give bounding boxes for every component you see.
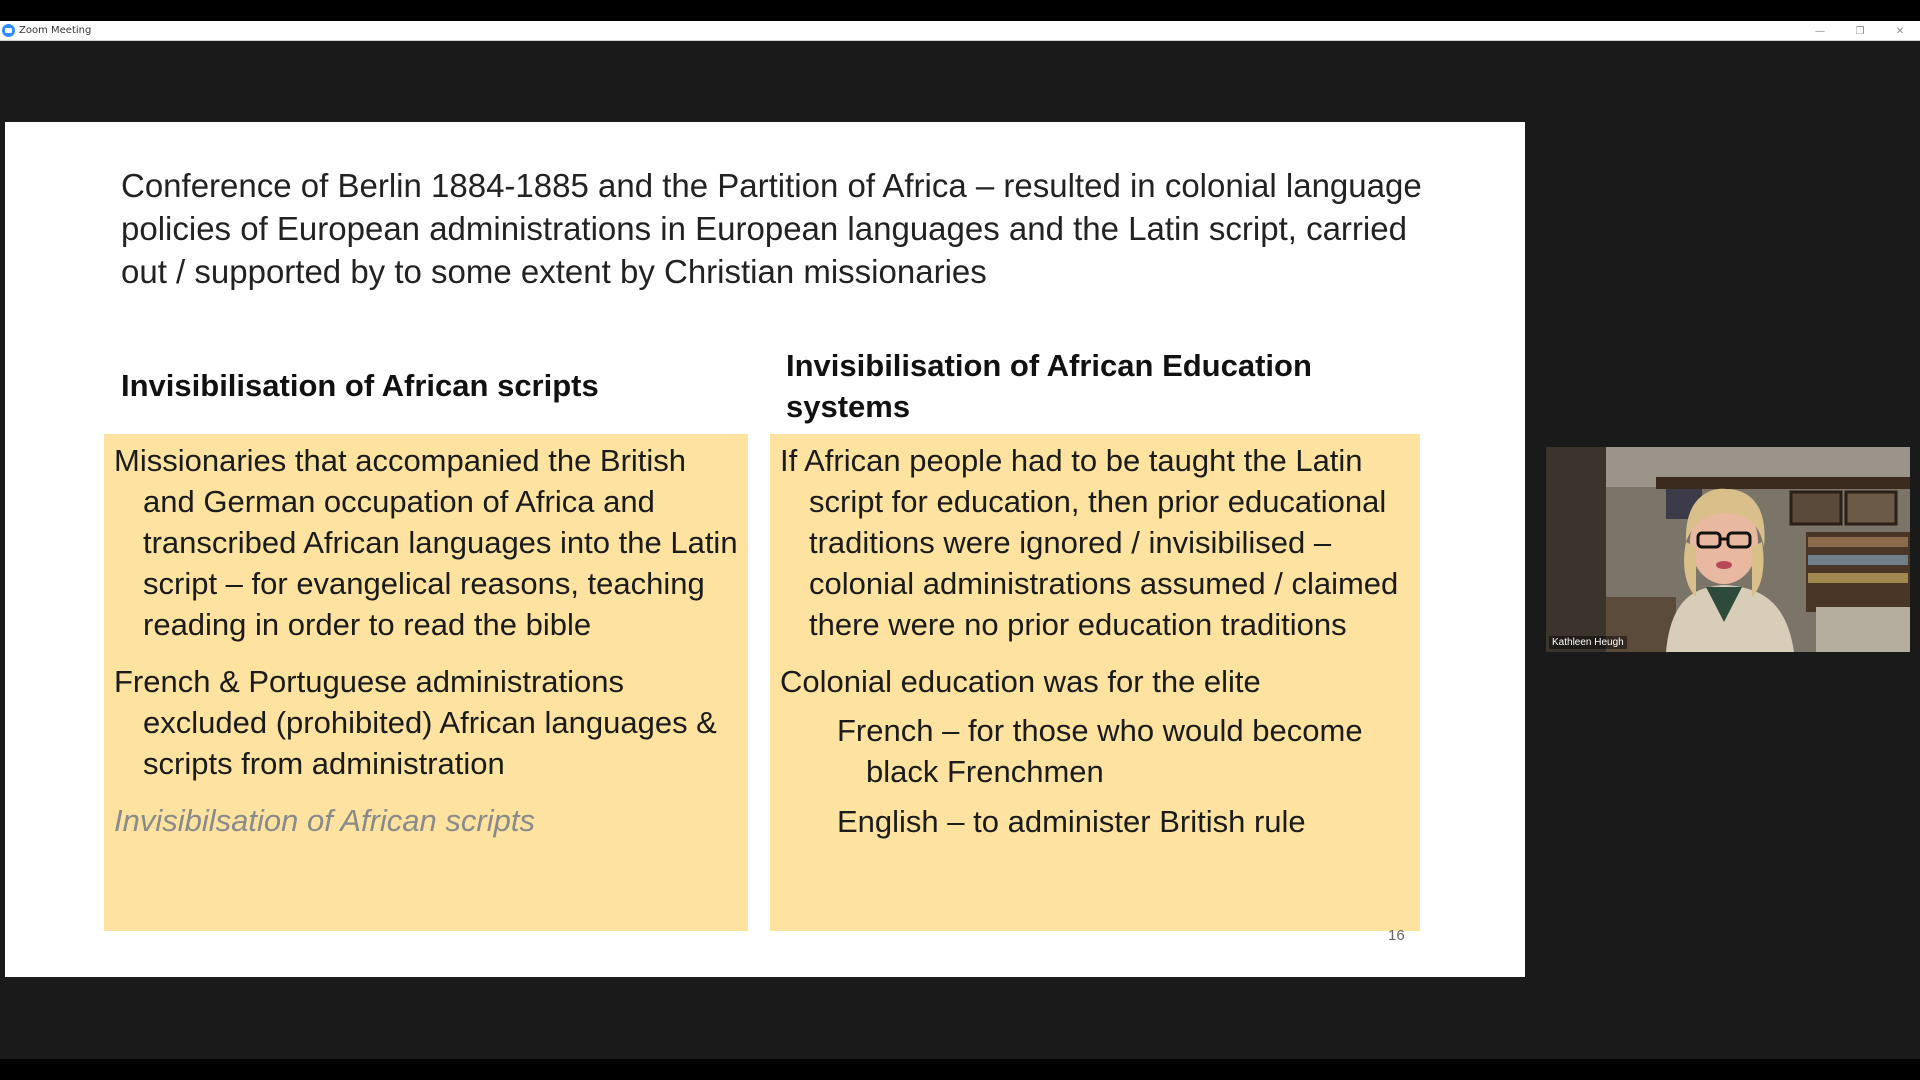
left-bullet: French & Portuguese administrations excluded (prohibited) African languages & scripts from administration <box>114 664 717 781</box>
close-button[interactable]: ✕ <box>1895 25 1905 37</box>
right-bullet: Colonial education was for the elite <box>780 664 1261 699</box>
left-bullet: Missionaries that accompanied the British and German occupation of Africa and transcribed African languages into the Latin script – for evangelical reasons, teaching reading in order to read the bible <box>114 443 738 642</box>
right-bullet: If African people had to be taught the Latin script for education, then prior educational traditions were ignored / invisibilised – colonial administrations assumed / claimed there were no prior education traditions <box>780 443 1399 642</box>
shared-slide <box>5 122 1525 977</box>
participant-name-label: Kathleen Heugh <box>1549 636 1627 649</box>
right-sub-bullet: English – to administer British rule <box>837 804 1306 839</box>
window-title-bar[interactable] <box>0 21 1920 41</box>
window-controls <box>1800 21 1920 41</box>
zoom-app-icon <box>2 24 15 37</box>
left-italic-note: Invisibilsation of African scripts <box>114 803 535 838</box>
slide-page-number: 16 <box>1388 927 1405 944</box>
participant-video-tile[interactable] <box>1546 447 1910 652</box>
right-sub-bullet: French – for those who would become black Frenchmen <box>837 713 1363 789</box>
restore-button[interactable]: ❐ <box>1855 25 1865 37</box>
slide-title: Conference of Berlin 1884-1885 and the Partition of Africa – resulted in colonial language policies of European administrations in European languages and the Latin script, carried out / supported by to some extent by Christian missionaries <box>121 167 1422 290</box>
window-title: Zoom Meeting <box>19 25 92 36</box>
right-column-heading: Invisibilisation of African Education systems <box>786 348 1312 424</box>
right-content-box <box>770 434 1420 931</box>
minimize-button[interactable]: — <box>1815 25 1825 37</box>
left-column-heading: Invisibilisation of African scripts <box>121 368 599 403</box>
bottom-black-bar <box>0 1059 1920 1080</box>
participant-video-feed <box>1546 447 1910 652</box>
top-black-bar <box>0 0 1920 21</box>
left-content-box <box>104 434 748 931</box>
